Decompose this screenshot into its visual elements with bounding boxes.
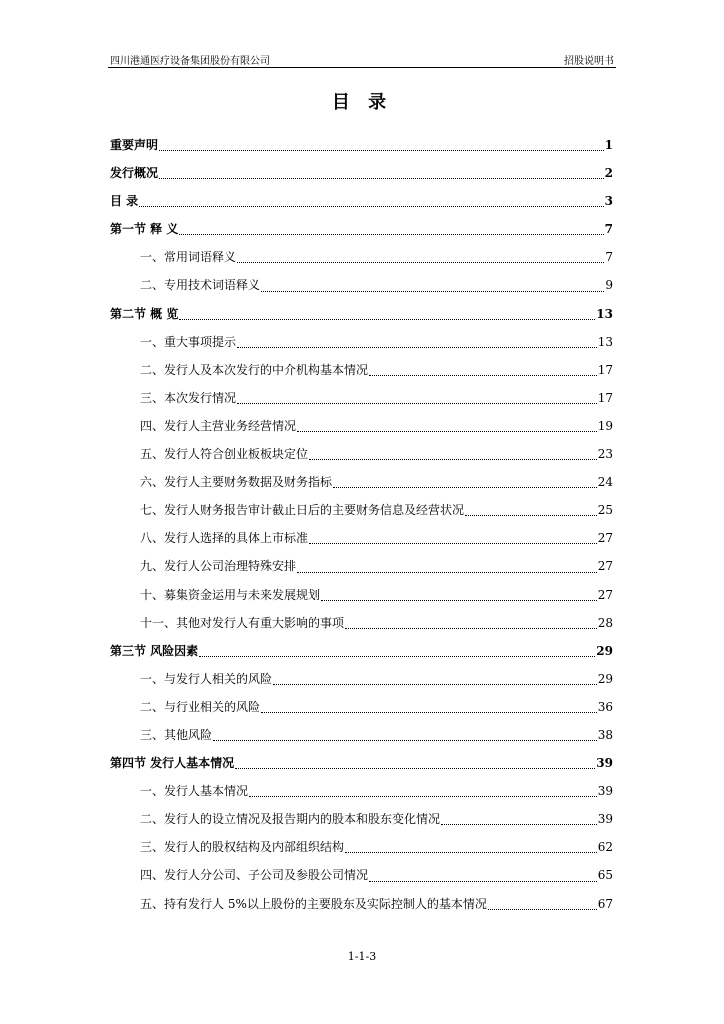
toc-entry-label: 二、与行业相关的风险 [140,699,261,714]
toc-dot-leader [297,571,597,573]
toc-entry-page: 28 [597,615,613,630]
toc-section-entry[interactable] [110,384,613,412]
toc-dot-leader [249,795,597,797]
toc-entry-page: 24 [597,475,613,490]
toc-dot-leader [237,346,597,348]
toc-dot-leader [199,655,595,657]
toc-chapter-entry[interactable] [110,749,613,777]
toc-dot-leader [237,261,604,263]
toc-entry-label: 四、发行人主营业务经营情况 [140,418,297,433]
toc-section-entry[interactable] [110,524,613,552]
toc-entry-label: 四、发行人分公司、子公司及参股公司情况 [140,868,369,883]
toc-entry-page: 23 [597,447,613,462]
toc-dot-leader [261,290,604,292]
toc-section-entry[interactable] [110,271,613,299]
toc-entry-label: 九、发行人公司治理特殊安排 [140,559,297,574]
toc-entry-page: 27 [597,559,613,574]
toc-entry-label: 十、募集资金运用与未来发展规划 [140,587,321,602]
toc-dot-leader [465,514,597,516]
toc-entry-label: 发行概况 [110,166,159,181]
toc-entry-label: 二、发行人及本次发行的中介机构基本情况 [140,362,369,377]
toc-entry-page: 67 [597,896,613,911]
toc-entry-label: 十一、其他对发行人有重大影响的事项 [140,615,345,630]
page-number: 1-1-3 [347,950,377,963]
toc-dot-leader [179,233,603,235]
toc-section-entry[interactable] [110,412,613,440]
toc-section-entry[interactable] [110,890,613,918]
document-type: 招股说明书 [564,56,614,67]
toc-entry-page: 13 [596,306,613,321]
toc-entry-page: 62 [597,840,613,855]
toc-section-entry[interactable] [110,833,613,861]
toc-entry-page: 29 [597,671,613,686]
toc-entry-label: 五、发行人符合创业板板块定位 [140,447,309,462]
toc-entry-page: 39 [597,812,613,827]
toc-entry-label: 二、专用技术词语释义 [140,278,261,293]
toc-entry-page: 36 [597,699,613,714]
toc-dot-leader [441,823,597,825]
toc-dot-leader [333,486,597,488]
toc-entry-label: 第三节 风险因素 [110,643,199,658]
page-header [108,49,616,68]
toc-section-entry[interactable] [110,356,613,384]
toc-dot-leader [321,599,597,601]
toc-section-entry[interactable] [110,496,613,524]
toc-entry-page: 17 [597,390,613,405]
toc-section-entry[interactable] [110,777,613,805]
table-of-contents [110,131,613,918]
toc-chapter-entry[interactable] [110,187,613,215]
toc-entry-label: 重要声明 [110,138,159,152]
toc-entry-page: 39 [596,756,613,771]
toc-entry-label: 一、重大事项提示 [140,334,237,349]
toc-dot-leader [237,402,597,404]
toc-entry-page: 65 [597,868,613,883]
toc-entry-page: 7 [604,222,613,237]
toc-dot-leader [488,908,597,910]
toc-entry-page: 9 [605,278,613,293]
toc-entry-label: 八、发行人选择的具体上市标准 [140,531,309,546]
toc-chapter-entry[interactable] [110,159,613,187]
company-name: 四川港通医疗设备集团股份有限公司 [110,56,270,67]
toc-section-entry[interactable] [110,721,613,749]
toc-entry-label: 五、持有发行人 5%以上股份的主要股东及实际控制人的基本情况 [140,896,487,911]
toc-entry-page: 2 [604,166,613,181]
toc-entry-label: 三、本次发行情况 [140,390,237,405]
toc-dot-leader [179,318,595,320]
toc-entry-label: 第二节 概 览 [110,306,179,321]
toc-entry-label: 七、发行人财务报告审计截止日后的主要财务信息及经营状况 [140,503,465,518]
toc-entry-page: 7 [605,250,613,265]
toc-dot-leader [139,205,603,207]
toc-entry-label: 一、发行人基本情况 [140,784,249,799]
toc-dot-leader [369,374,597,376]
toc-dot-leader [345,851,597,853]
toc-dot-leader [261,711,597,713]
toc-section-entry[interactable] [110,552,613,580]
toc-chapter-entry[interactable] [110,131,613,159]
toc-dot-leader [159,177,604,179]
toc-entry-page: 27 [597,587,613,602]
toc-section-entry[interactable] [110,581,613,609]
toc-section-entry[interactable] [110,861,613,889]
toc-section-entry[interactable] [110,243,613,271]
toc-entry-label: 二、发行人的设立情况及报告期内的股本和股东变化情况 [140,812,441,827]
toc-entry-page: 39 [597,784,613,799]
toc-entry-label: 六、发行人主要财务数据及财务指标 [140,475,333,490]
toc-entry-page: 3 [604,194,613,209]
toc-dot-leader [297,430,597,432]
toc-section-entry[interactable] [110,609,613,637]
toc-entry-page: 25 [597,503,613,518]
toc-entry-label: 一、与发行人相关的风险 [140,671,273,686]
toc-entry-label: 第四节 发行人基本情况 [110,756,235,771]
toc-section-entry[interactable] [110,440,613,468]
toc-dot-leader [159,149,604,151]
toc-entry-label: 三、发行人的股权结构及内部组织结构 [140,840,345,855]
toc-dot-leader [309,542,597,544]
toc-dot-leader [213,739,597,741]
toc-section-entry[interactable] [110,328,613,356]
toc-section-entry[interactable] [110,693,613,721]
toc-entry-page: 19 [597,418,613,433]
toc-entry-page: 38 [597,727,613,742]
toc-dot-leader [235,767,595,769]
toc-dot-leader [309,458,597,460]
toc-entry-label: 三、其他风险 [140,727,213,742]
toc-title: 目 录 [331,92,393,113]
toc-entry-page: 27 [597,531,613,546]
toc-entry-page: 29 [596,643,613,658]
toc-dot-leader [273,683,597,685]
toc-entry-page: 1 [604,138,613,152]
toc-section-entry[interactable] [110,665,613,693]
toc-chapter-entry[interactable] [110,215,613,243]
toc-dot-leader [369,880,597,882]
toc-entry-page: 13 [597,334,613,349]
toc-entry-label: 一、常用词语释义 [140,250,237,265]
toc-entry-label: 第一节 释 义 [110,222,179,237]
toc-chapter-entry[interactable] [110,637,613,665]
toc-dot-leader [345,627,597,629]
toc-chapter-entry[interactable] [110,300,613,328]
toc-section-entry[interactable] [110,805,613,833]
toc-entry-label: 目 录 [110,194,139,209]
toc-section-entry[interactable] [110,468,613,496]
toc-entry-page: 17 [597,362,613,377]
